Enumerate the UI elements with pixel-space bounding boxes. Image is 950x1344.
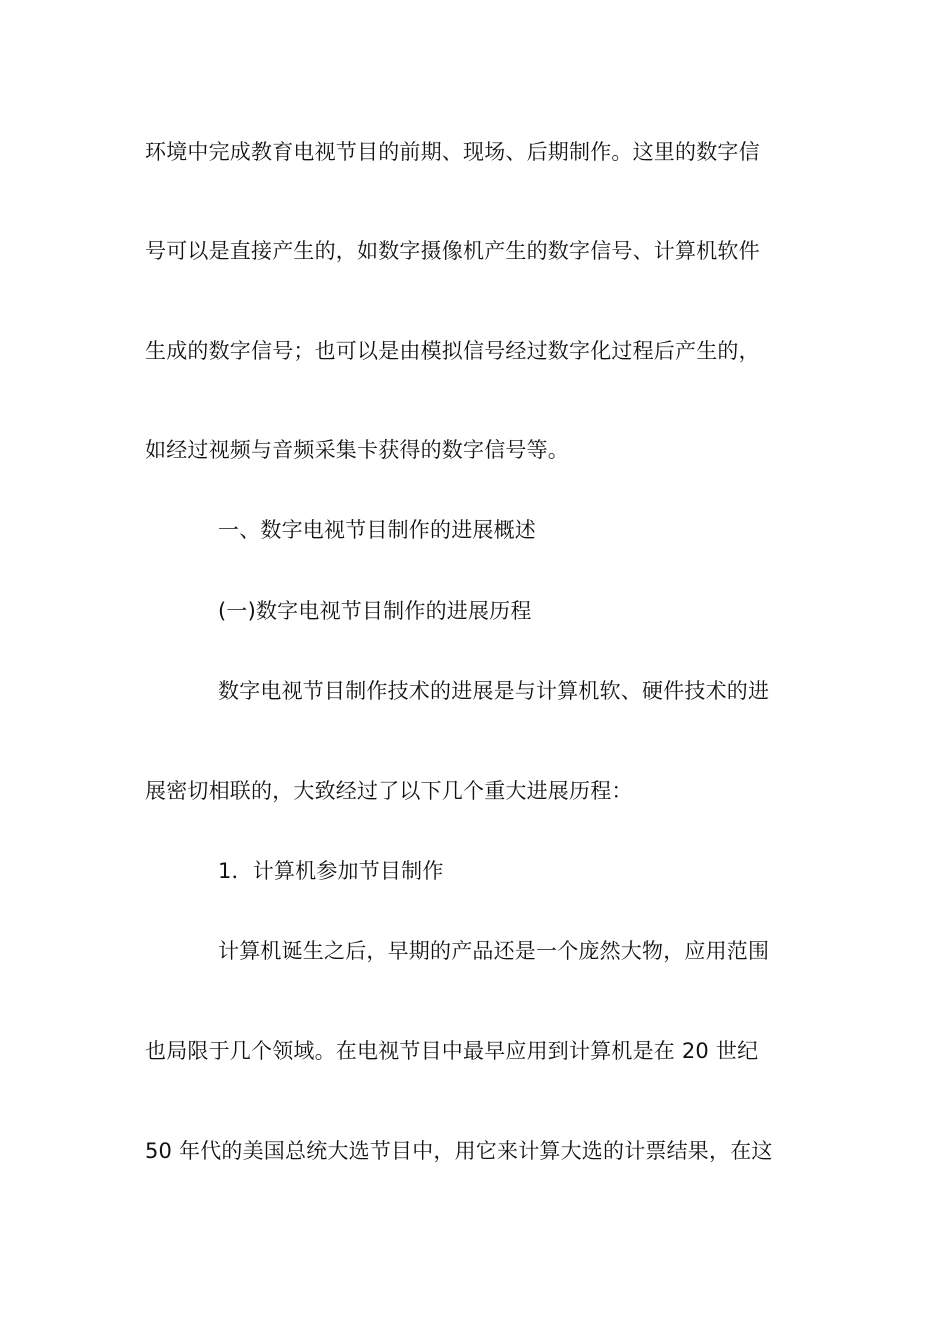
paragraph-line: 50 年代的美国总统大选节目中，用它来计算大选的计票结果，在这	[145, 1139, 773, 1163]
paragraph-line: 号可以是直接产生的，如数字摄像机产生的数字信号、计算机软件	[145, 239, 760, 263]
subsection-heading: (一)数字电视节目制作的进展历程	[218, 599, 532, 623]
paragraph-line: 生成的数字信号；也可以是由模拟信号经过数字化过程后产生的，	[145, 339, 760, 363]
paragraph-line: 也局限于几个领域。在电视节目中最早应用到计算机是在 20 世纪	[145, 1039, 759, 1063]
paragraph-line: 计算机诞生之后，早期的产品还是一个庞然大物，应用范围	[218, 939, 770, 963]
paragraph-line: 环境中完成教育电视节目的前期、现场、后期制作。这里的数字信	[145, 140, 760, 164]
section-heading: 一、数字电视节目制作的进展概述	[218, 518, 536, 542]
paragraph-line: 数字电视节目制作技术的进展是与计算机软、硬件技术的进	[218, 679, 770, 703]
paragraph-line: 展密切相联的，大致经过了以下几个重大进展历程：	[145, 779, 633, 803]
paragraph-line: 如经过视频与音频采集卡获得的数字信号等。	[145, 438, 569, 462]
numbered-heading: 1．计算机参加节目制作	[218, 859, 444, 883]
